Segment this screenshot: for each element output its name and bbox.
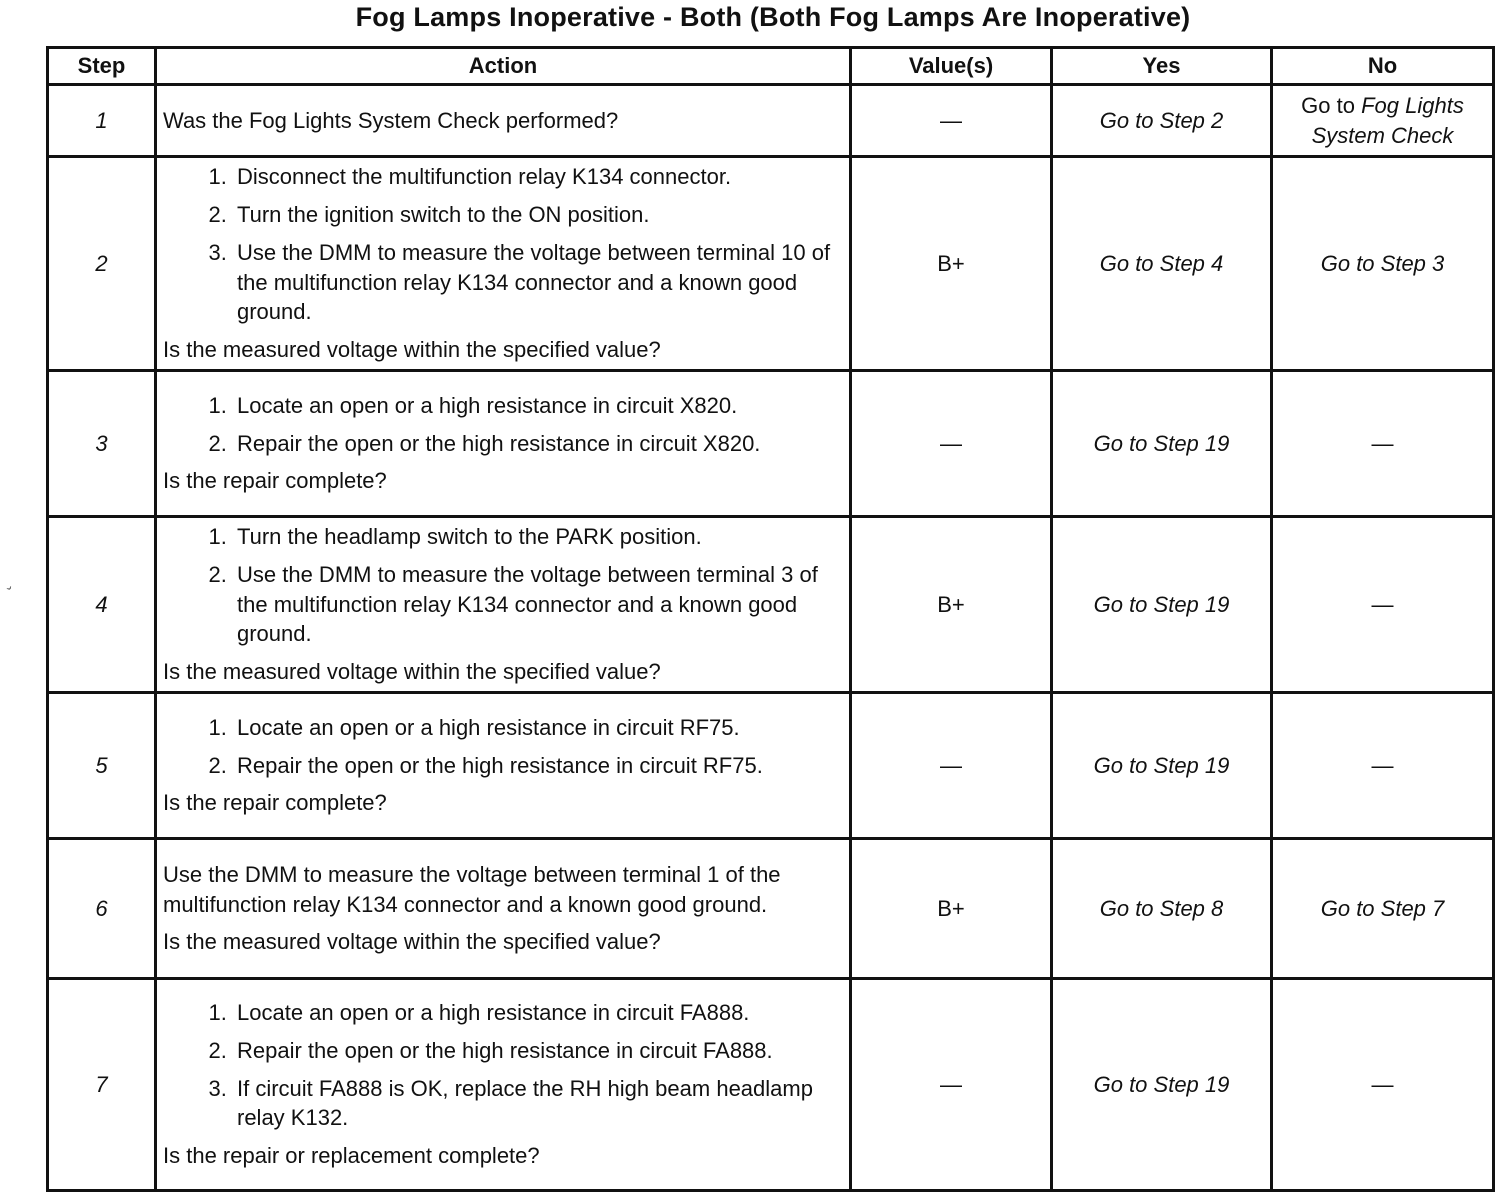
substep-item: 3. Use the DMM to measure the voltage between terminal 10 of the multifunction relay K134 connector and a known good ground.	[233, 238, 843, 328]
no-cell	[1272, 85, 1494, 157]
action-question: Is the measured voltage within the specified value?	[163, 659, 661, 685]
value-cell: —	[851, 85, 1052, 157]
action-cell	[156, 839, 851, 979]
table-row	[48, 517, 1494, 693]
step-number: 4	[48, 517, 156, 693]
yes-cell	[1052, 85, 1272, 157]
substep-item: 1. Locate an open or a high resistance in circuit FA888.	[233, 998, 843, 1028]
yes-cell	[1052, 979, 1272, 1191]
substep-list	[163, 713, 843, 781]
action-text: Was the Fog Lights System Check performed?	[163, 107, 619, 133]
table-row	[48, 839, 1494, 979]
no-cell: —	[1272, 517, 1494, 693]
substep-list	[163, 998, 843, 1134]
action-cell	[156, 371, 851, 517]
action-text: Use the DMM to measure the voltage between terminal 1 of the multifunction relay K134 connector and a known good ground.	[163, 861, 781, 917]
value-cell: B+	[851, 839, 1052, 979]
step-number: 1	[48, 85, 156, 157]
scan-artifact-mark: ˇ	[5, 584, 19, 603]
yes-cell	[1052, 371, 1272, 517]
no-cell: —	[1272, 979, 1494, 1191]
substep-list	[163, 162, 843, 328]
yes-cell	[1052, 517, 1272, 693]
header-step: Step	[48, 48, 156, 85]
step-number: 5	[48, 693, 156, 839]
no-cell: —	[1272, 693, 1494, 839]
yes-link[interactable]: Go to Step 19	[1093, 1071, 1230, 1097]
substep-item: 2. Repair the open or the high resistance in circuit X820.	[233, 429, 843, 459]
action-cell	[156, 693, 851, 839]
substep-item: 2. Repair the open or the high resistance in circuit RF75.	[233, 751, 843, 781]
yes-link[interactable]: Go to Step 19	[1093, 752, 1230, 778]
table-row	[48, 979, 1494, 1191]
substep-item: 1. Locate an open or a high resistance in circuit X820.	[233, 391, 843, 421]
yes-link[interactable]: Go to Step 19	[1093, 591, 1230, 617]
step-number: 2	[48, 157, 156, 371]
action-question: Is the measured voltage within the specified value?	[163, 929, 661, 955]
action-question: Is the repair complete?	[163, 790, 387, 816]
table-row	[48, 85, 1494, 157]
substep-item: 2. Turn the ignition switch to the ON position.	[233, 200, 843, 230]
substep-item: 1. Locate an open or a high resistance in circuit RF75.	[233, 713, 843, 743]
value-cell: B+	[851, 157, 1052, 371]
table-header-row	[48, 48, 1494, 85]
header-yes: Yes	[1052, 48, 1272, 85]
step-number: 3	[48, 371, 156, 517]
value-cell: —	[851, 693, 1052, 839]
action-cell	[156, 517, 851, 693]
action-question: Is the repair complete?	[163, 468, 387, 494]
action-question: Is the repair or replacement complete?	[163, 1143, 540, 1169]
action-cell	[156, 85, 851, 157]
no-cell: —	[1272, 371, 1494, 517]
action-cell	[156, 979, 851, 1191]
document-title: Fog Lamps Inoperative - Both (Both Fog Lamps Are Inoperative)	[355, 2, 1191, 32]
action-question: Is the measured voltage within the specified value?	[163, 337, 661, 363]
substep-item: 3. If circuit FA888 is OK, replace the RH high beam headlamp relay K132.	[233, 1074, 843, 1134]
table-row	[48, 371, 1494, 517]
substep-list	[163, 391, 843, 459]
substep-item: 1. Turn the headlamp switch to the PARK position.	[233, 522, 843, 552]
action-cell	[156, 157, 851, 371]
yes-link[interactable]: Go to Step 8	[1099, 895, 1224, 921]
step-number: 6	[48, 839, 156, 979]
step-number: 7	[48, 979, 156, 1191]
value-cell: —	[851, 371, 1052, 517]
substep-item: 2. Repair the open or the high resistance in circuit FA888.	[233, 1036, 843, 1066]
value-cell: —	[851, 979, 1052, 1191]
no-link[interactable]: Go to Step 3	[1320, 250, 1445, 276]
yes-cell	[1052, 839, 1272, 979]
no-cell	[1272, 157, 1494, 371]
no-link[interactable]: Go to Step 7	[1320, 895, 1445, 921]
no-prefix: Go to	[1301, 92, 1362, 118]
substep-item: 1. Disconnect the multifunction relay K134 connector.	[233, 162, 843, 192]
substep-list	[163, 522, 843, 650]
yes-link[interactable]: Go to Step 2	[1099, 107, 1224, 133]
header-action: Action	[156, 48, 851, 85]
yes-cell	[1052, 693, 1272, 839]
table-row	[48, 157, 1494, 371]
no-cell	[1272, 839, 1494, 979]
header-no: No	[1272, 48, 1494, 85]
table-row	[48, 693, 1494, 839]
value-cell: B+	[851, 517, 1052, 693]
yes-link[interactable]: Go to Step 4	[1099, 250, 1224, 276]
header-values: Value(s)	[851, 48, 1052, 85]
substep-item: 2. Use the DMM to measure the voltage between terminal 3 of the multifunction relay K134 connector and a known good ground.	[233, 560, 843, 650]
diagnostic-table	[46, 46, 1495, 1192]
no-link[interactable]: Fog Lights System Check	[1311, 92, 1464, 148]
yes-link[interactable]: Go to Step 19	[1093, 430, 1230, 456]
yes-cell	[1052, 157, 1272, 371]
